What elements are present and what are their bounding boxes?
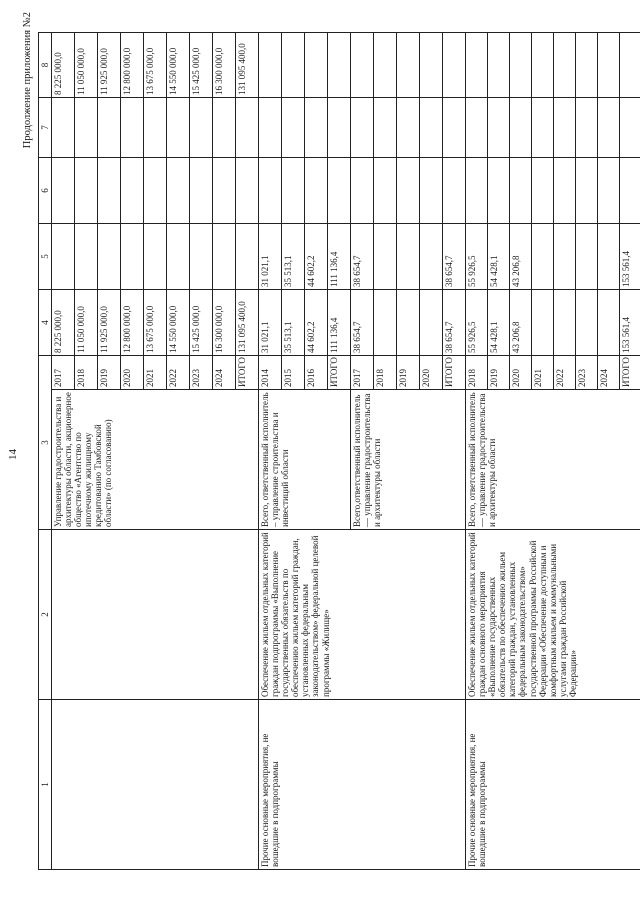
value-cell: 12 800 000,0 (121, 290, 144, 356)
value-cell: 15 425 000,0 (190, 33, 213, 98)
value-cell: 131 095 400,0 (236, 290, 259, 356)
value-cell (397, 224, 420, 290)
year-cell: 2023 (576, 356, 598, 390)
year-cell: 2022 (554, 356, 576, 390)
value-cell: 43 206,8 (510, 290, 532, 356)
year-cell: 2017 (351, 356, 374, 390)
description-cell: Обеспечение жильем отдельных категорий граждан подпрограммы «Выполнение государственных обязательств по обеспечению жильем категорий граждан, установленных федеральным законодательством» федеральной целевой программы «Жилище» (259, 530, 466, 700)
year-cell: 2014 (259, 356, 282, 390)
program-table (38, 32, 640, 870)
value-cell (374, 290, 397, 356)
value-cell: 44 602,2 (305, 224, 328, 290)
year-cell: 2020 (510, 356, 532, 390)
header-cell: 1 (39, 700, 52, 870)
value-cell: 16 300 000,0 (213, 33, 236, 98)
value-cell (554, 224, 576, 290)
year-cell: 2020 (121, 356, 144, 390)
header-cell: 2 (39, 530, 52, 700)
value-cell: 38 654,7 (351, 290, 374, 356)
value-cell: 11 050 000,0 (75, 33, 98, 98)
value-cell (420, 290, 443, 356)
value-cell: 131 095 400,0 (236, 33, 259, 98)
year-cell: 2019 (397, 356, 420, 390)
year-cell: 2018 (75, 356, 98, 390)
value-cell: 15 425 000,0 (190, 290, 213, 356)
year-cell: 2021 (144, 356, 167, 390)
year-cell: 2018 (466, 356, 488, 390)
year-cell: 2024 (213, 356, 236, 390)
executor-cell: Всего,ответственный исполнитель — управление градостроительства и архитектуры области (351, 390, 466, 530)
value-cell (397, 290, 420, 356)
value-cell: 31 021,1 (259, 290, 282, 356)
header-cell: 5 (39, 224, 52, 290)
value-cell (532, 290, 554, 356)
value-cell: 35 513,1 (282, 290, 305, 356)
description-cell: Обеспечение жильем отдельных категорий граждан основного мероприятия «Выполнение государственных обязательств по обеспечению жильем категорий граждан, установленных федеральным законодательством» государственной программы Российской Федерации «Обеспечение доступным и комфортным жильем и коммунальными услугами граждан Российской Федерации» (466, 530, 640, 700)
value-cell: 111 136,4 (328, 290, 351, 356)
year-cell: ИТОГО (328, 356, 351, 390)
year-cell: 2018 (374, 356, 397, 390)
year-cell: 2019 (98, 356, 121, 390)
value-cell: 11 050 000,0 (75, 290, 98, 356)
year-cell: 2019 (488, 356, 510, 390)
value-cell (598, 290, 620, 356)
table-row (259, 33, 282, 870)
value-cell: 14 550 000,0 (167, 290, 190, 356)
value-cell: 11 925 000,0 (98, 290, 121, 356)
year-cell: 2016 (305, 356, 328, 390)
value-cell: 55 926,5 (466, 290, 488, 356)
year-cell: ИТОГО (236, 356, 259, 390)
header-cell: 6 (39, 158, 52, 224)
year-cell: 2024 (598, 356, 620, 390)
table-row (466, 33, 488, 870)
value-cell: 35 513,1 (282, 224, 305, 290)
value-cell: 44 602,2 (305, 290, 328, 356)
value-cell: 38 654,7 (443, 224, 466, 290)
executor-cell: Управление градостроительства и архитектуры области, акционерное общество «Агентство по ипотечному жилищному кредитованию Тамбовской области» (по согласованию) (52, 390, 259, 530)
table-row (52, 33, 75, 870)
value-cell: 38 654,7 (351, 224, 374, 290)
year-cell: 2020 (420, 356, 443, 390)
value-cell: 12 800 000,0 (121, 33, 144, 98)
value-cell (576, 224, 598, 290)
value-cell (532, 224, 554, 290)
year-cell: 2022 (167, 356, 190, 390)
category-cell: Прочие основные мероприятия, не вошедшие в подпрограммы (466, 700, 640, 870)
header-cell: 7 (39, 98, 52, 158)
continuation-label: Продолжение приложения №2 (22, 12, 33, 149)
value-cell: 54 428,1 (488, 290, 510, 356)
year-cell: 2023 (190, 356, 213, 390)
value-cell (374, 224, 397, 290)
value-cell: 13 675 000,0 (144, 33, 167, 98)
value-cell: 8 225 000,0 (52, 290, 75, 356)
value-cell (420, 224, 443, 290)
value-cell: 153 561,4 (620, 290, 640, 356)
value-cell: 55 926,5 (466, 224, 488, 290)
value-cell: 54 428,1 (488, 224, 510, 290)
category-cell: Прочие основные мероприятия, не вошедшие в подпрограммы (259, 700, 466, 870)
value-cell: 8 225 000,0 (52, 33, 75, 98)
value-cell: 31 021,1 (259, 224, 282, 290)
year-cell: 2017 (52, 356, 75, 390)
year-cell: 2021 (532, 356, 554, 390)
value-cell: 38 654,7 (443, 290, 466, 356)
value-cell (554, 290, 576, 356)
executor-cell: Всего, ответственный исполнитель — управление градостроительства и архитектуры области (466, 390, 640, 530)
header-cell: 3 (39, 356, 52, 530)
value-cell: 111 136,4 (328, 224, 351, 290)
year-cell: 2015 (282, 356, 305, 390)
value-cell: 13 675 000,0 (144, 290, 167, 356)
page-number: 14 (7, 449, 19, 460)
value-cell (598, 224, 620, 290)
header-row (39, 33, 52, 870)
value-cell: 16 300 000,0 (213, 290, 236, 356)
year-cell: ИТОГО (443, 356, 466, 390)
header-cell: 4 (39, 290, 52, 356)
value-cell (576, 290, 598, 356)
value-cell: 14 550 000,0 (167, 33, 190, 98)
year-cell: ИТОГО (620, 356, 640, 390)
value-cell: 11 925 000,0 (98, 33, 121, 98)
value-cell: 153 561,4 (620, 224, 640, 290)
header-cell: 8 (39, 33, 52, 98)
executor-cell: Всего, ответственный исполнитель – управление строительства и инвестиций области (259, 390, 351, 530)
value-cell: 43 206,8 (510, 224, 532, 290)
